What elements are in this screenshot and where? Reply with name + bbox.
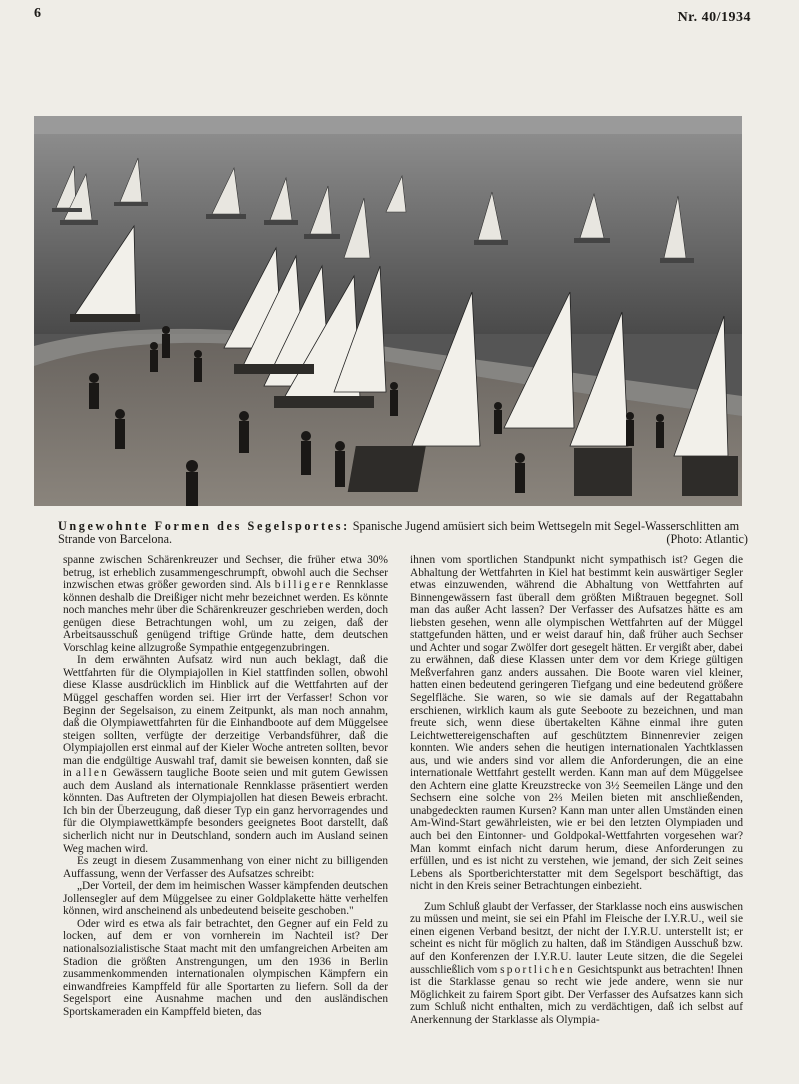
photo-sailboats-beach <box>34 116 742 506</box>
left-column <box>63 554 388 1018</box>
right-column <box>410 554 743 1026</box>
page-header <box>0 4 799 26</box>
issue-number: Nr. 40/1934 <box>677 10 751 25</box>
emphasis-text: billigere <box>274 579 333 592</box>
page-number: 6 <box>34 6 41 21</box>
caption-title: Ungewohnte Formen des Segelsportes: <box>58 519 350 533</box>
caption-text: Spanische Jugend amüsiert sich beim Wettsegeln mit Segel-Wasserschlitten am Strande von Barcelona. <box>58 519 740 547</box>
paragraph: spanne zwischen Schärenkreuzer und Sechser, die früher etwa 30% betrug, ist erheblich zusammengeschrumpft, obwohl auch die Sechser inzwischen etwas größer geworden sind. Als billigere Rennklasse können deshalb die Dreißiger nicht mehr bezeichnet werden. Es könnte noch manches mehr über die Schärenkreuzer geschrieben werden, doch genügen diese Betrachtungen wohl, um zu zeigen, daß der Arbeitsausschuß genügend triftige Gründe hatte, dem deutschen Vorschlag keine allzugroße Sympathie entgegenzubringen. <box>63 554 388 654</box>
paragraph: Oder wird es etwa als fair betrachtet, den Gegner auf ein Feld zu locken, auf dem er von vornherein im Nachteil ist? Der nationalsozialistische Staat macht mit den umfangreichen Arbeiten am Stadion die größten Anstrengungen, um den 1936 in Berlin zusammenkommenden internationalen olympischen Kämpfern ein einwandfreies Kampffeld für alle Sportarten zu liefern. Soll da der Segelsport eine Ausnahme machen und den ausländischen Sportskameraden ein Kampffeld bieten, das <box>63 917 388 1018</box>
photo-caption <box>58 520 748 546</box>
photo-credit: (Photo: Atlantic) <box>666 532 748 546</box>
paragraph: Zum Schluß glaubt der Verfasser, der Starklasse noch eins auswischen zu müssen und meint, sie sei ein Pfahl im Fleische der I.Y.R.U., weil sie einen eigenen Verband besitzt, der nicht der I.Y.R.U. unterstellt ist; er scheint es nicht für möglich zu halten, daß im Ständigen Ausschuß bzw. auf den Konferenzen der I.Y.R.U. lauter Leute sitzen, die die Segelei ausschließlich vom sportlichen Gesichtspunkt aus betrachten! Ihnen ist die Starklasse genau so recht wie jede andere, wenn sie nur Möglichkeit zu fairem Sport gibt. Der Verfasser des Aufsatzes kann sich zum Schluß nicht enthalten, mich zu verdächtigen, daß ich selbst auf Anerkennung der Starklasse als Olympia- <box>410 900 743 1026</box>
emphasis-text: allen <box>75 767 109 780</box>
paragraph: ihnen vom sportlichen Standpunkt nicht sympathisch ist? Gegen die Abhaltung der Wettfahrten in Kiel hat bestimmt kein auswärtiger Segler etwas einzuwenden, während die Abhaltung von Wettfahrten auf Binnengewässern fast überall dem größten Mißtrauen begegnet. Soll man das außer Acht lassen? Der Verfasser des Aufsatzes hätte es am liebsten gesehen, wenn alle olympischen Wettfahrten auf der Müggel stattgefunden hätten, und er weist darauf hin, daß früher auch Sechser und Achter und sogar Zwölfer dort gesegelt hätten. Er vergißt aber, dabei zu erwähnen, daß diese Klassen unter dem vor dem Kriege gültigen Meßverfahren ganz anders aussahen. Die Boote waren viel kleiner, hatten einen bedeutend geringeren Tiefgang und eine bedeutend größere Segelfläche. Sie waren, so wie sie damals auf der Regattabahn erschienen, wirklich kaum als gute Seeboote zu bezeichnen, und man freute sich, wenn diese übertakelten Kähne einmal ihre guten Leichtwettereigenschaften auf geschütztem Binnenrevier zeigen konnten. Wie anders sehen die heutigen internationalen Yachtklassen aus, und wie anders sind vor allem die Anforderungen, die an eine internationale Wettfahrt gestellt werden. Kann man auf dem Müggelsee den Achtern eine glatte Kreuzstrecke von 3½ Seemeilen Länge und den Sechsern eine solche von 2⅔ Meilen bieten mit anschließenden, unabgedeckten raumen Kursen? Kann man unter allen Umständen einen Am-Wind-Start gewährleisten, wie er bei den letzten Olympiaden und auch bei den Eintonner- und Goldpokal-Wettfahrten vorgesehen war? Man kommt einfach nicht darum herum, diese Anforderungen zu erfüllen, und es ist nicht zu verstehen, wie jemand, der sich Zeit seines Lebens als Sportberichterstatter mit dem Segelsport beschäftigt, das nicht in den Kreis seiner Betrachtungen einbezieht. <box>410 554 743 893</box>
paragraph: Es zeugt in diesem Zusammenhang von einer nicht zu billigenden Auffassung, wenn der Verfasser des Aufsatzes schreibt: <box>63 855 388 880</box>
paragraph: In dem erwähnten Aufsatz wird nun auch beklagt, daß die Wettfahrten für die Olympiajollen in Kiel stattfinden sollen, obwohl diese Klasse ausdrücklich im Hinblick auf die Wettfahrten auf der Müggel geschaffen worden sei. Hier irrt der Verfasser! Schon vor Beginn der Segelsaison, zu einem Zeitpunkt, als man noch annahm, daß die Olympiawettfahrten für die Einhandboote auf dem Müggelsee steigen sollten, verfügte der derzeitige Verbandsführer, daß die Olympiajollen erst einmal auf der Kieler Woche antreten sollten, bevor man die endgültige Auswahl traf, damit sie beweisen konnten, daß sie in allen Gewässern taugliche Boote seien und mit gutem Gewissen auch dem Ausland als internationale Rennklasse präsentiert werden könnten. Das Auftreten der Olympiajollen hat diesen Beweis erbracht. Ich bin der Überzeugung, daß dieser Typ ein ganz hervorragendes und für die Olympiawettkämpfe besonders geeignetes Boot darstellt, daß sicherlich nicht nur in Deutschland, sondern auch im Ausland seinen Weg machen wird. <box>63 654 388 855</box>
quote-paragraph: „Der Vorteil, der dem im heimischen Wasser kämpfenden deutschen Jollensegler auf dem Müggelsee zu einer Goldplakette hätte verhelfen können, wird anscheinend als unbedeutend beiseite geschoben." <box>63 880 388 918</box>
emphasis-text: sportlichen <box>500 963 575 976</box>
